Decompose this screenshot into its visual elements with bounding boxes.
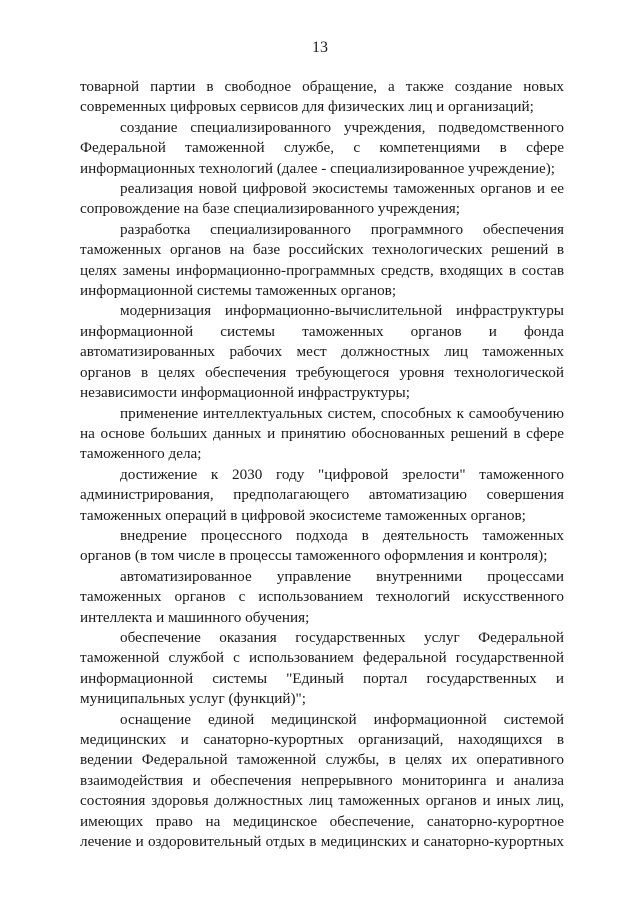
paragraph-infrastructure-modernization: модернизация информационно-вычислительной инфраструктуры информационной системы таможенных органов и фонда автоматизированных рабочих мест должностных лиц таможенных органов в целях обеспечения требующегося уровня технологической независимости информационной инфраструктуры;: [80, 302, 564, 402]
paragraph-software-development: разработка специализированного программного обеспечения таможенных органов на базе российских технологических решений в целях замены информационно-программных средств, входящих в состав информационной системы таможенных органов;: [80, 220, 564, 300]
page-number: 13: [312, 39, 328, 56]
paragraph-digital-ecosystem: реализация новой цифровой экосистемы таможенных органов и ее сопровождение на базе специализированного учреждения;: [80, 180, 564, 218]
paragraph-digital-maturity: достижение к 2030 году "цифровой зрелости" таможенного администрирования, предполагающего автоматизацию совершения таможенных операций в цифровой экосистеме таможенных органов;: [80, 465, 564, 524]
paragraph-public-services: обеспечение оказания государственных услуг Федеральной таможенной службой с использованием федеральной государственной информационной системы "Единый портал государственных и муниципальных услуг (функций)";: [80, 628, 564, 708]
body-text: [80, 77, 564, 852]
paragraph-intelligent-systems: применение интеллектуальных систем, способных к самообучению на основе больших данных и принятию обоснованных решений в сфере таможенного дела;: [80, 404, 564, 463]
paragraph-continued: товарной партии в свободное обращение, а также создание новых современных цифровых сервисов для физических лиц и организаций;: [80, 78, 564, 116]
paragraph-specialized-institution: создание специализированного учреждения, подведомственного Федеральной таможенной службе, с компетенциями в сфере информационных технологий (далее - специализированное учреждение);: [80, 118, 564, 177]
paragraph-medical-system: оснащение единой медицинской информационной системой медицинских и санаторно-курортных организаций, находящихся в ведении Федеральной таможенной службы, в целях их оперативного взаимодействия и обеспечения непрерывного мониторинга и анализа состояния здоровья должностных лиц таможенных органов и иных лиц, имеющих право на медицинское обеспечение, санаторно-курортное лечение и оздоровительный отдых в медицинских и санаторно-курортных: [80, 710, 564, 851]
paragraph-automated-management: автоматизированное управление внутренними процессами таможенных органов с использованием технологий искусственного интеллекта и машинного обучения;: [80, 567, 564, 626]
paragraph-process-approach: внедрение процессного подхода в деятельность таможенных органов (в том числе в процессы таможенного оформления и контроля);: [80, 526, 564, 565]
